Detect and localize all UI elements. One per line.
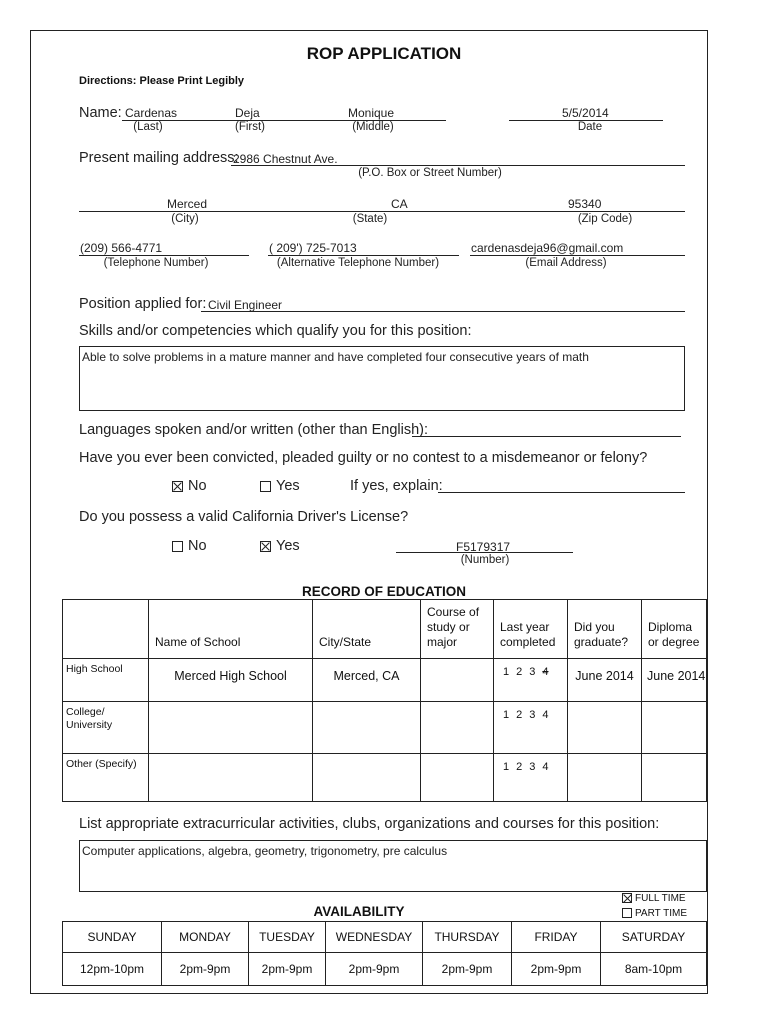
diploma-cell[interactable] <box>642 702 707 754</box>
last-name-field[interactable]: Cardenas <box>125 106 178 120</box>
license-yes-checkbox[interactable] <box>260 541 271 552</box>
year-option[interactable]: 4 <box>542 666 549 678</box>
graduated-cell[interactable]: June 2014 <box>568 659 642 702</box>
graduated-cell[interactable] <box>568 702 642 754</box>
languages-label: Languages spoken and/or written (other than English): <box>79 422 429 438</box>
license-no-option[interactable] <box>172 538 207 554</box>
table-row <box>63 702 707 754</box>
day-wednesday: WEDNESDAY <box>326 922 423 953</box>
hours-wednesday[interactable]: 2pm-9pm <box>326 953 423 986</box>
table-row <box>63 754 707 802</box>
header-course: Course of study or major <box>421 600 494 659</box>
state-sublabel: (State) <box>352 213 388 225</box>
middle-sublabel: (Middle) <box>352 121 394 133</box>
year-option[interactable]: 2 <box>516 709 523 721</box>
day-saturday: SATURDAY <box>601 922 707 953</box>
education-table <box>62 599 707 802</box>
availability-heading: AVAILABILITY <box>313 904 405 919</box>
street-sublabel: (P.O. Box or Street Number) <box>358 167 502 179</box>
date-field[interactable]: 5/5/2014 <box>562 106 609 120</box>
school-cell[interactable] <box>149 702 313 754</box>
zip-sublabel: (Zip Code) <box>577 213 633 225</box>
day-sunday: SUNDAY <box>63 922 162 953</box>
header-diploma: Diploma or degree <box>642 600 707 659</box>
header-city-state: City/State <box>313 600 421 659</box>
day-monday: MONDAY <box>162 922 249 953</box>
license-yes-option[interactable] <box>260 538 300 554</box>
directions: Directions: Please Print Legibly <box>79 75 245 87</box>
graduated-cell[interactable] <box>568 754 642 802</box>
row-label: Other (Specify) <box>63 754 149 802</box>
city-cell[interactable] <box>313 702 421 754</box>
hours-friday[interactable]: 2pm-9pm <box>512 953 601 986</box>
city-field[interactable]: Merced <box>167 197 208 211</box>
course-cell[interactable] <box>421 659 494 702</box>
license-no-label: No <box>188 538 207 554</box>
city-cell[interactable]: Merced, CA <box>313 659 421 702</box>
city-cell[interactable] <box>313 754 421 802</box>
convicted-no-label: No <box>188 478 207 494</box>
street-field[interactable]: 2986 Chestnut Ave. <box>233 152 338 166</box>
years-cell[interactable] <box>494 702 568 754</box>
skills-label: Skills and/or competencies which qualify you for this position: <box>79 323 472 339</box>
full-time-label: FULL TIME <box>635 893 686 904</box>
first-sublabel: (First) <box>234 121 265 133</box>
convicted-yes-option[interactable] <box>260 478 300 494</box>
license-number-sublabel: (Number) <box>460 554 510 566</box>
form-title: ROP APPLICATION <box>306 44 462 63</box>
explain-label: If yes, explain: <box>350 478 443 494</box>
phone-line <box>79 255 249 256</box>
diploma-cell[interactable]: June 2014 <box>642 659 707 702</box>
school-cell[interactable]: Merced High School <box>149 659 313 702</box>
course-cell[interactable] <box>421 754 494 802</box>
year-option[interactable]: 4 <box>542 709 549 721</box>
phone-sublabel: (Telephone Number) <box>103 257 209 269</box>
phone-field[interactable]: (209) 566-4771 <box>80 241 163 255</box>
city-state-zip-line <box>79 211 685 212</box>
full-time-option[interactable] <box>622 893 686 904</box>
year-option[interactable]: 2 <box>516 666 523 678</box>
year-option[interactable]: 3 <box>529 761 536 773</box>
alt-phone-line <box>268 255 459 256</box>
education-heading: RECORD OF EDUCATION <box>302 584 466 599</box>
license-yes-label: Yes <box>276 538 300 554</box>
email-field[interactable]: cardenasdeja96@gmail.com <box>471 241 624 255</box>
license-number-field[interactable]: F5179317 <box>456 540 511 554</box>
part-time-label: PART TIME <box>635 908 688 919</box>
full-time-checkbox[interactable] <box>622 893 632 903</box>
explain-line[interactable] <box>438 492 685 493</box>
last-sublabel: (Last) <box>133 121 163 133</box>
years-cell[interactable] <box>494 659 568 702</box>
year-option[interactable]: 4 <box>542 761 549 773</box>
hours-monday[interactable]: 2pm-9pm <box>162 953 249 986</box>
license-question: Do you possess a valid California Driver's License? <box>79 509 409 525</box>
year-option[interactable]: 3 <box>529 666 536 678</box>
activities-field: Computer applications, algebra, geometry, trigonometry, pre calculus <box>82 844 448 858</box>
year-option[interactable]: 1 <box>503 761 510 773</box>
day-friday: FRIDAY <box>512 922 601 953</box>
day-tuesday: TUESDAY <box>249 922 326 953</box>
convicted-no-checkbox[interactable] <box>172 481 183 492</box>
alt-phone-field[interactable]: ( 209') 725-7013 <box>269 241 357 255</box>
city-sublabel: (City) <box>171 213 199 225</box>
convicted-no-option[interactable] <box>172 478 207 494</box>
row-label: College/ University <box>63 702 149 754</box>
education-corner-cell <box>63 600 149 659</box>
activities-box[interactable] <box>79 840 707 892</box>
alt-phone-sublabel: (Alternative Telephone Number) <box>276 257 440 269</box>
diploma-cell[interactable] <box>642 754 707 802</box>
first-name-field[interactable]: Deja <box>235 106 260 120</box>
course-cell[interactable] <box>421 702 494 754</box>
availability-table <box>62 921 707 986</box>
hours-row <box>63 953 707 986</box>
position-label: Position applied for: <box>79 296 207 312</box>
row-label: High School <box>63 659 149 702</box>
year-option[interactable]: 2 <box>516 761 523 773</box>
education-header-row <box>63 600 707 659</box>
zip-field[interactable]: 95340 <box>568 197 602 211</box>
convicted-question: Have you ever been convicted, pleaded guilty or no contest to a misdemeanor or felony? <box>79 450 648 466</box>
license-no-checkbox[interactable] <box>172 541 183 552</box>
skills-field: Able to solve problems in a mature manner and have completed four consecutive years of math <box>82 350 589 364</box>
day-thursday: THURSDAY <box>423 922 512 953</box>
year-option[interactable]: 3 <box>529 709 536 721</box>
header-last-year: Last year completed <box>494 600 568 659</box>
position-field[interactable]: Civil Engineer <box>208 298 283 312</box>
hours-thursday[interactable]: 2pm-9pm <box>423 953 512 986</box>
state-field[interactable]: CA <box>391 197 408 211</box>
school-cell[interactable] <box>149 754 313 802</box>
convicted-yes-label: Yes <box>276 478 300 494</box>
skills-box[interactable] <box>79 346 685 411</box>
years-cell[interactable] <box>494 754 568 802</box>
name-label: Name: <box>79 105 122 121</box>
activities-label: List appropriate extracurricular activities, clubs, organizations and courses for this position: <box>79 816 660 832</box>
email-line <box>470 255 685 256</box>
header-graduate: Did you graduate? <box>568 600 642 659</box>
languages-line[interactable] <box>412 436 681 437</box>
convicted-yes-checkbox[interactable] <box>260 481 271 492</box>
hours-tuesday[interactable]: 2pm-9pm <box>249 953 326 986</box>
table-row <box>63 659 707 702</box>
middle-name-field[interactable]: Monique <box>348 106 395 120</box>
year-option[interactable]: 1 <box>503 666 510 678</box>
hours-saturday[interactable]: 8am-10pm <box>601 953 707 986</box>
year-option[interactable]: 1 <box>503 709 510 721</box>
address-label: Present mailing address: <box>79 150 239 166</box>
email-sublabel: (Email Address) <box>525 257 607 269</box>
days-row <box>63 922 707 953</box>
hours-sunday[interactable]: 12pm-10pm <box>63 953 162 986</box>
header-school: Name of School <box>149 600 313 659</box>
date-sublabel: Date <box>577 121 603 133</box>
